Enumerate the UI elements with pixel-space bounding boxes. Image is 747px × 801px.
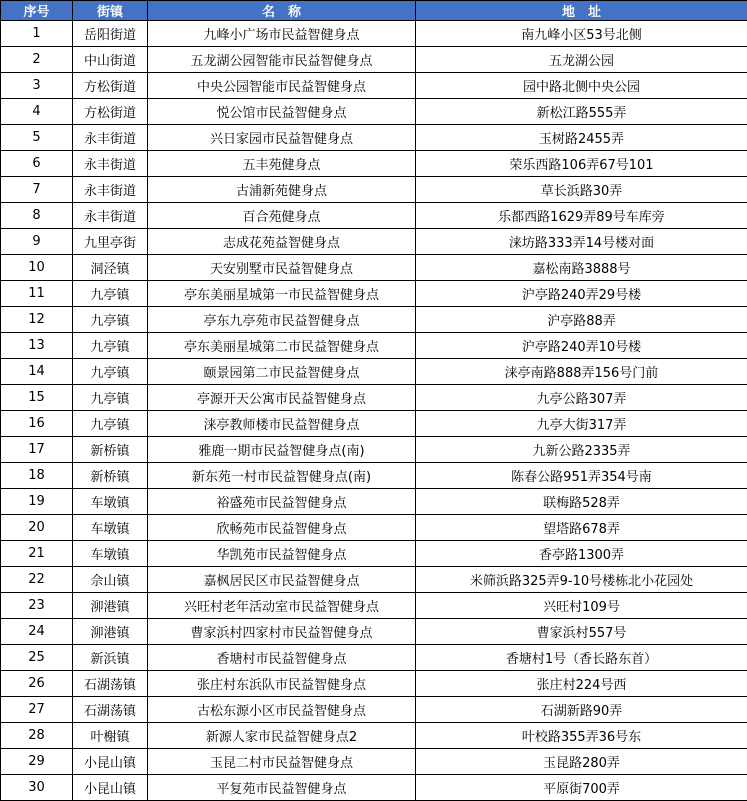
table-row <box>1 411 747 437</box>
cell-street: 叶榭镇 <box>73 723 148 749</box>
cell-street: 九里亭街 <box>73 229 148 255</box>
cell-no: 21 <box>1 541 73 567</box>
header-name: 名 称 <box>148 1 416 21</box>
cell-no: 26 <box>1 671 73 697</box>
header-no: 序号 <box>1 1 73 21</box>
cell-no: 25 <box>1 645 73 671</box>
cell-street: 岳阳街道 <box>73 21 148 47</box>
cell-no: 24 <box>1 619 73 645</box>
table-row <box>1 203 747 229</box>
cell-street: 永丰街道 <box>73 177 148 203</box>
cell-street: 泖港镇 <box>73 593 148 619</box>
cell-no: 3 <box>1 73 73 99</box>
cell-address: 荣乐西路106弄67号101 <box>416 151 747 177</box>
cell-address: 叶校路355弄36号东 <box>416 723 747 749</box>
cell-name: 裕盛苑市民益智健身点 <box>148 489 416 515</box>
cell-address: 兴旺村109号 <box>416 593 747 619</box>
cell-address: 玉昆路280弄 <box>416 749 747 775</box>
cell-no: 17 <box>1 437 73 463</box>
cell-no: 1 <box>1 21 73 47</box>
cell-address: 香塘村1号（香长路东首） <box>416 645 747 671</box>
cell-street: 永丰街道 <box>73 125 148 151</box>
cell-address: 草长浜路30弄 <box>416 177 747 203</box>
cell-street: 石湖荡镇 <box>73 671 148 697</box>
cell-no: 13 <box>1 333 73 359</box>
table-row <box>1 775 747 801</box>
cell-address: 九亭大街317弄 <box>416 411 747 437</box>
cell-name: 张庄村东浜队市民益智健身点 <box>148 671 416 697</box>
cell-address: 嘉松南路3888号 <box>416 255 747 281</box>
table-row <box>1 645 747 671</box>
cell-name: 雅鹿一期市民益智健身点(南) <box>148 437 416 463</box>
cell-no: 10 <box>1 255 73 281</box>
cell-name: 五丰苑健身点 <box>148 151 416 177</box>
table-row <box>1 515 747 541</box>
cell-address: 涞亭南路888弄156号门前 <box>416 359 747 385</box>
table-row <box>1 73 747 99</box>
cell-address: 香亭路1300弄 <box>416 541 747 567</box>
cell-name: 五龙湖公园智能市民益智健身点 <box>148 47 416 73</box>
cell-name: 中央公园智能市民益智健身点 <box>148 73 416 99</box>
cell-name: 悦公馆市民益智健身点 <box>148 99 416 125</box>
table-row <box>1 21 747 47</box>
cell-name: 亭东美丽星城第二市民益智健身点 <box>148 333 416 359</box>
cell-no: 16 <box>1 411 73 437</box>
cell-name: 华凯苑市民益智健身点 <box>148 541 416 567</box>
cell-no: 27 <box>1 697 73 723</box>
cell-address: 涞坊路333弄14号楼对面 <box>416 229 747 255</box>
cell-address: 玉树路2455弄 <box>416 125 747 151</box>
table-row <box>1 47 747 73</box>
cell-address: 曹家浜村557号 <box>416 619 747 645</box>
table-row <box>1 723 747 749</box>
cell-street: 九亭镇 <box>73 307 148 333</box>
cell-name: 古浦新苑健身点 <box>148 177 416 203</box>
cell-name: 平复苑市民益智健身点 <box>148 775 416 801</box>
cell-address: 乐都西路1629弄89号车库旁 <box>416 203 747 229</box>
cell-no: 7 <box>1 177 73 203</box>
table-row <box>1 593 747 619</box>
cell-address: 园中路北侧中央公园 <box>416 73 747 99</box>
cell-no: 15 <box>1 385 73 411</box>
cell-no: 5 <box>1 125 73 151</box>
cell-street: 方松街道 <box>73 99 148 125</box>
cell-name: 兴旺村老年活动室市民益智健身点 <box>148 593 416 619</box>
cell-address: 沪亭路240弄29号楼 <box>416 281 747 307</box>
cell-address: 新松江路555弄 <box>416 99 747 125</box>
cell-no: 23 <box>1 593 73 619</box>
cell-name: 香塘村市民益智健身点 <box>148 645 416 671</box>
cell-no: 20 <box>1 515 73 541</box>
cell-name: 嘉枫居民区市民益智健身点 <box>148 567 416 593</box>
cell-no: 29 <box>1 749 73 775</box>
cell-address: 米筛浜路325弄9-10号楼栋北小花园处 <box>416 567 747 593</box>
table-row <box>1 333 747 359</box>
cell-no: 19 <box>1 489 73 515</box>
cell-street: 永丰街道 <box>73 151 148 177</box>
cell-no: 11 <box>1 281 73 307</box>
header-street: 街镇 <box>73 1 148 21</box>
cell-no: 28 <box>1 723 73 749</box>
cell-name: 九峰小广场市民益智健身点 <box>148 21 416 47</box>
cell-name: 古松东源小区市民益智健身点 <box>148 697 416 723</box>
cell-name: 新源人家市民益智健身点2 <box>148 723 416 749</box>
table-row <box>1 359 747 385</box>
header-address: 地 址 <box>416 1 747 21</box>
cell-address: 沪亭路88弄 <box>416 307 747 333</box>
table-row <box>1 255 747 281</box>
table-row <box>1 749 747 775</box>
cell-street: 九亭镇 <box>73 359 148 385</box>
cell-no: 9 <box>1 229 73 255</box>
table-row <box>1 385 747 411</box>
cell-address: 石湖新路90弄 <box>416 697 747 723</box>
cell-street: 九亭镇 <box>73 411 148 437</box>
table-row <box>1 489 747 515</box>
cell-name: 亭源开天公寓市民益智健身点 <box>148 385 416 411</box>
cell-no: 30 <box>1 775 73 801</box>
cell-address: 张庄村224号西 <box>416 671 747 697</box>
cell-name: 百合苑健身点 <box>148 203 416 229</box>
cell-street: 新桥镇 <box>73 437 148 463</box>
table-row <box>1 281 747 307</box>
cell-street: 石湖荡镇 <box>73 697 148 723</box>
cell-street: 中山街道 <box>73 47 148 73</box>
cell-address: 五龙湖公园 <box>416 47 747 73</box>
table-row <box>1 437 747 463</box>
cell-address: 九新公路2335弄 <box>416 437 747 463</box>
cell-name: 涞亭教师楼市民益智健身点 <box>148 411 416 437</box>
table-row <box>1 671 747 697</box>
cell-name: 玉昆二村市民益智健身点 <box>148 749 416 775</box>
table-row <box>1 177 747 203</box>
cell-no: 8 <box>1 203 73 229</box>
cell-street: 车墩镇 <box>73 515 148 541</box>
cell-street: 车墩镇 <box>73 489 148 515</box>
cell-street: 佘山镇 <box>73 567 148 593</box>
cell-name: 欣畅苑市民益智健身点 <box>148 515 416 541</box>
cell-address: 沪亭路240弄10号楼 <box>416 333 747 359</box>
cell-street: 新浜镇 <box>73 645 148 671</box>
table-row <box>1 99 747 125</box>
cell-name: 亭东美丽星城第一市民益智健身点 <box>148 281 416 307</box>
cell-street: 小昆山镇 <box>73 749 148 775</box>
cell-name: 新东苑一村市民益智健身点(南) <box>148 463 416 489</box>
cell-address: 平原街700弄 <box>416 775 747 801</box>
table-row <box>1 307 747 333</box>
cell-street: 车墩镇 <box>73 541 148 567</box>
table-body <box>1 21 747 801</box>
cell-address: 联梅路528弄 <box>416 489 747 515</box>
cell-street: 方松街道 <box>73 73 148 99</box>
header-row <box>1 1 747 21</box>
cell-name: 天安别墅市民益智健身点 <box>148 255 416 281</box>
table-row <box>1 619 747 645</box>
cell-street: 泖港镇 <box>73 619 148 645</box>
cell-address: 陈春公路951弄354号南 <box>416 463 747 489</box>
table-row <box>1 125 747 151</box>
cell-street: 九亭镇 <box>73 281 148 307</box>
cell-street: 新桥镇 <box>73 463 148 489</box>
table-row <box>1 541 747 567</box>
table-row <box>1 463 747 489</box>
cell-no: 6 <box>1 151 73 177</box>
cell-no: 14 <box>1 359 73 385</box>
cell-address: 南九峰小区53号北侧 <box>416 21 747 47</box>
cell-no: 22 <box>1 567 73 593</box>
cell-address: 望塔路678弄 <box>416 515 747 541</box>
cell-street: 永丰街道 <box>73 203 148 229</box>
cell-no: 2 <box>1 47 73 73</box>
cell-street: 洞泾镇 <box>73 255 148 281</box>
cell-street: 小昆山镇 <box>73 775 148 801</box>
cell-name: 志成花苑益智健身点 <box>148 229 416 255</box>
cell-no: 12 <box>1 307 73 333</box>
cell-no: 4 <box>1 99 73 125</box>
table-row <box>1 697 747 723</box>
cell-name: 亭东九亭苑市民益智健身点 <box>148 307 416 333</box>
table-row <box>1 567 747 593</box>
cell-name: 曹家浜村四家村市民益智健身点 <box>148 619 416 645</box>
cell-name: 兴日家园市民益智健身点 <box>148 125 416 151</box>
cell-name: 颐景园第二市民益智健身点 <box>148 359 416 385</box>
cell-no: 18 <box>1 463 73 489</box>
cell-street: 九亭镇 <box>73 333 148 359</box>
table-row <box>1 229 747 255</box>
cell-street: 九亭镇 <box>73 385 148 411</box>
table-row <box>1 151 747 177</box>
cell-address: 九亭公路307弄 <box>416 385 747 411</box>
